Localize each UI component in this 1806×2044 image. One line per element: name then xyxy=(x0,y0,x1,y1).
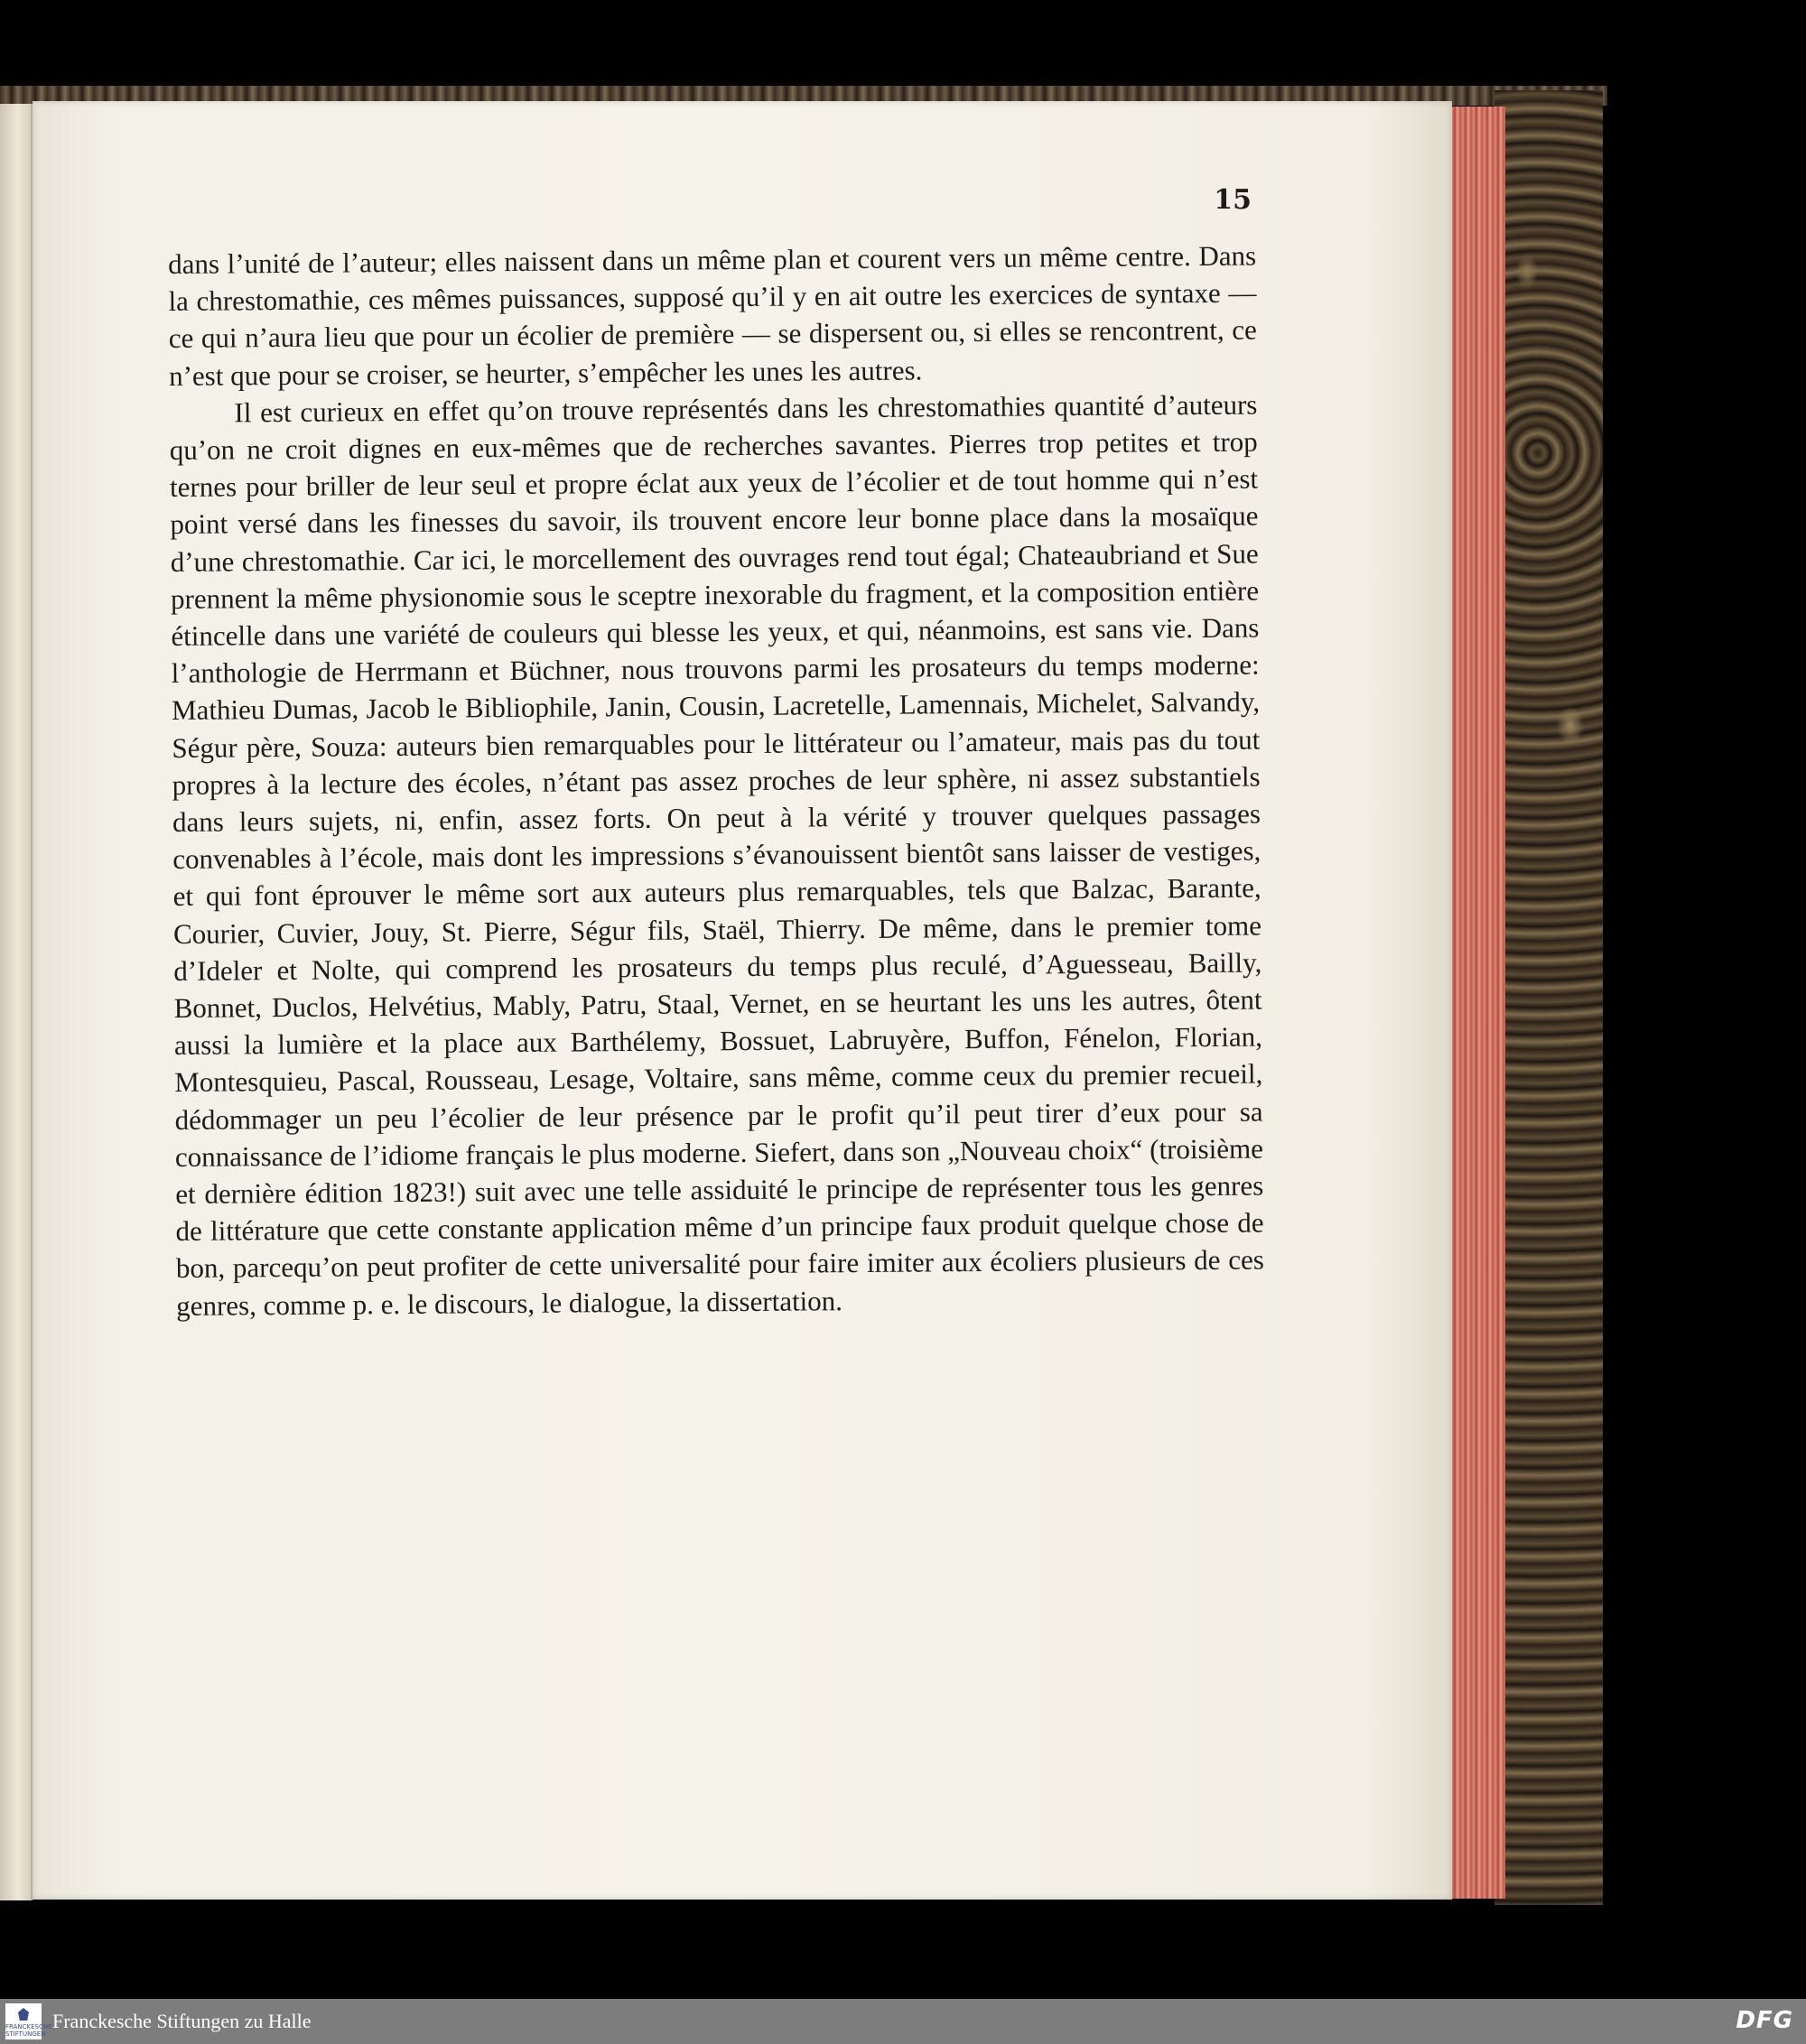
paragraph-1: dans l’unité de l’auteur; elles naissent dans un même plan et courent vers un même centre. Dans la chrestomathie, ces mêmes puissances, supposé qu’il y en ait outre les exercices de syntaxe — ce qui n’aura lieu que pour un écolier de première — se dispersent ou, si elles se rencontrent, ce n’est que pour se croiser, se heurter, s’empêcher les unes les autres. xyxy=(168,239,1257,392)
crest-icon xyxy=(18,2008,29,2021)
body-text xyxy=(168,237,1264,1324)
paragraph-2: Il est curieux en effet qu’on trouve représentés dans les chrestomathies quantité d’auteurs qu’on ne croit dignes en eux-mêmes que de recherches savantes. Pierres trop petites et trop ternes pour briller de leur seul et propre éclat aux yeux de l’écolier et de tout homme qui n’est point versé dans les finesses du savoir, ils trouvent encore leur bonne place dans la mosaïque d’une chrestomathie. Car ici, le morcellement des ouvrages rend tout égal; Chateaubriand et Sue prennent la même physionomie sous le sceptre inexorable du fragment, et la composition entière étincelle dans une variété de couleurs qui blesse les yeux, et qui, néanmoins, est sans vie. Dans l’anthologie de Herrmann et Büchner, nous trouvons parmi les prosateurs du temps moderne: Mathieu Dumas, Jacob le Bibliophile, Janin, Cousin, Lacretelle, Lamennais, Michelet, Salvandy, Ségur père, Souza: auteurs bien remarquables pour le littérateur ou l’amateur, mais pas du tout propres à la lecture des écoles, n’étant pas assez proches de leur sphère, ni assez substantiels dans leurs sujets, ni, enfin, assez forts. On peut à la vérité y trouver quelques passages convenables à l’école, mais dont les impressions s’évanouissent bientôt sans laisser de vestiges, et qui font éprouver le même sort aux auteurs plus remarquables, tels que Balzac, Barante, Courier, Cuvier, Jouy, St. Pierre, Ségur fils, Staël, Thierry. De même, dans le premier tome d’Ideler et Nolte, qui comprend les prosateurs du temps plus reculé, d’Aguesseau, Bailly, Bonnet, Duclos, Helvétius, Mably, Patru, Staal, Vernet, en se heurtant les uns les autres, ôtent aussi la lumière et la place aux Barthélemy, Bossuet, Labruyère, Buffon, Fénelon, Florian, Montesquieu, Pascal, Rousseau, Lesage, Voltaire, sans même, comme ceux du premier recueil, dédommager un peu l’écolier de leur présence par le profit qu’il peut tirer d’eux pour sa connaissance de l’idiome français le plus moderne. Siefert, dans son „Nouveau choix“ (troisième et dernière édition 1823!) suit avec une telle assiduité le principe de représenter tous les genres de littérature que cette constante application même d’un principe faux produit quelque chose de bon, parcequ’on peut profiter de cette universalité pour faire imiter aux écoliers plusieurs de ces genres, comme p. e. le discours, le dialogue, la dissertation. xyxy=(169,388,1264,1322)
institution-logo[interactable] xyxy=(5,2003,52,2039)
institution-name[interactable]: Franckesche Stiftungen zu Halle xyxy=(52,2010,312,2032)
previous-page-edge xyxy=(0,104,33,1900)
viewer-footer xyxy=(0,1999,1806,2044)
page-number: 15 xyxy=(1214,184,1252,216)
logo-text: FRANCKESCHE STIFTUNGEN xyxy=(5,2023,52,2038)
marbled-cover xyxy=(1494,90,1603,1905)
page-edges xyxy=(1449,107,1505,1899)
dfg-logo[interactable]: DFG xyxy=(1736,2007,1793,2034)
book-page xyxy=(33,101,1452,1900)
